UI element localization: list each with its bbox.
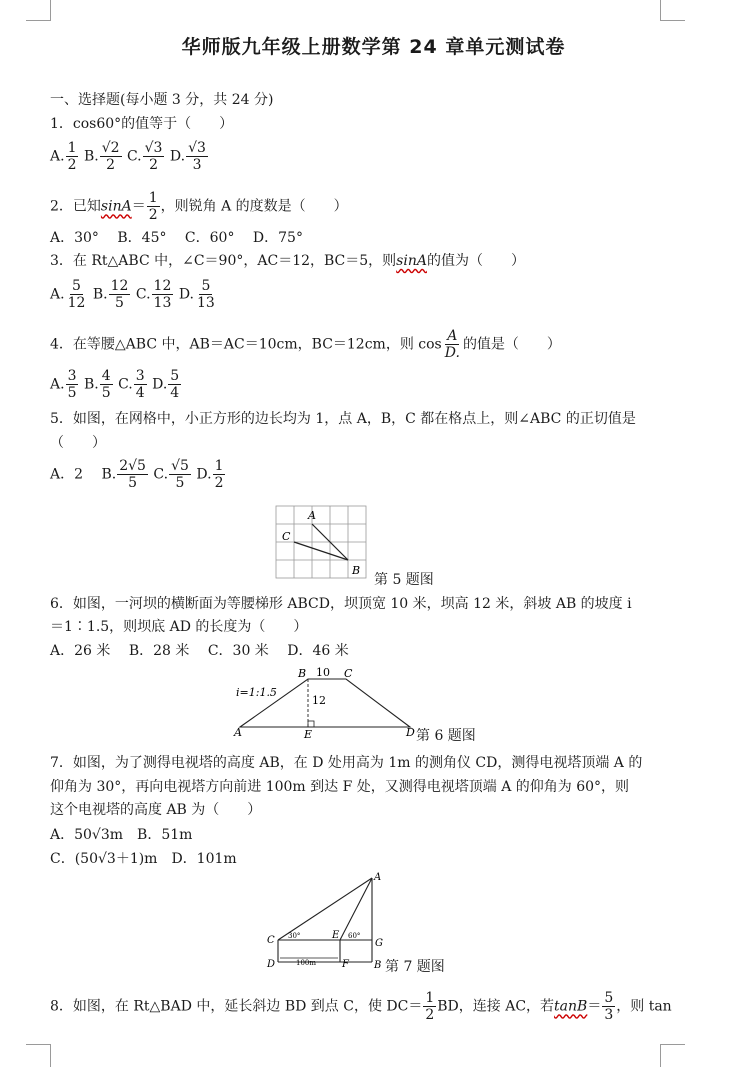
question-8-stem: 8．如图，在 Rt△BAD 中，延长斜边 BD 到点 C，使 DC＝ $\frac{1}{2}$ BD，连接 AC，若tanB＝ $\frac{5}{3}$ ，则 tan: [50, 990, 672, 1023]
fraction: $\frac{√3}{3}$: [188, 140, 206, 173]
fraction: $\frac{3}{4}$: [135, 368, 145, 401]
slope-label: i=1:1.5: [236, 686, 277, 699]
fraction: $\frac{4}{5}$: [101, 368, 111, 401]
question-5-stem-line1: 5．如图，在网格中，小正方形的边长均为 1，点 A，B，C 都在格点上，则∠ABC 的正切值是: [50, 411, 636, 427]
fraction: $\frac{2√5}{5}$: [119, 458, 146, 491]
question-1-stem: 1．cos60°的值等于（ ）: [50, 116, 234, 132]
fraction: $\frac{√5}{5}$: [171, 458, 189, 491]
point-d-label: D: [406, 726, 415, 739]
point-d-label: D: [267, 959, 276, 970]
question-6-stem-line2: ＝1∶1.5，则坝底 AD 的长度为（ ）: [50, 619, 308, 635]
top-width-label: 10: [316, 666, 330, 679]
point-c-label: C: [282, 530, 291, 543]
question-7-options-line1: A．50√3m B．51m: [50, 827, 193, 843]
figure-6-caption: 第 6 题图: [416, 728, 476, 744]
height-label: 12: [312, 694, 326, 707]
point-e-label: E: [332, 930, 340, 941]
fraction: $\frac{12}{5}$: [110, 278, 129, 311]
section-heading: 一、选择题(每小题 3 分，共 24 分): [50, 92, 274, 108]
question-7-stem-line1: 7．如图，为了测得电视塔的高度 AB，在 D 处用高为 1m 的测角仪 CD，测得电视塔顶端 A 的: [50, 755, 643, 771]
fraction: $\frac{A}{D.}$: [444, 328, 460, 361]
crop-mark-top-left: [26, 0, 51, 21]
fraction: $\frac{5}{12}$: [67, 278, 86, 311]
question-7-options-line2: C．(50√3＋1)m D．101m: [50, 851, 237, 867]
question-2-stem: 2．已知sinA＝ $\frac{1}{2}$ ，则锐角 A 的度数是（ ）: [50, 190, 348, 223]
point-a-label: A: [308, 509, 316, 522]
distance-label: 100m: [296, 959, 316, 967]
fraction: $\frac{5}{13}$: [197, 278, 215, 311]
question-5-stem-line2: （ ）: [50, 435, 106, 451]
question-3-stem: 3．在 Rt△ABC 中，∠C＝90°，AC＝12，BC＝5，则sinA的值为（ ）: [50, 253, 525, 269]
angle-30-label: 30°: [288, 932, 301, 940]
question-1-options: A. $\frac{1}{2}$ B. $\frac{√2}{2}$ C. $\frac{√3}{2}$ D. $\frac{√3}{3}$: [50, 140, 206, 173]
question-4-stem: 4．在等腰△ABC 中，AB＝AC＝10cm，BC＝12cm，则 cos $\frac{A}{D.}$ 的值是（ ）: [50, 328, 561, 361]
point-e-label: E: [304, 728, 313, 740]
point-b-label: B: [374, 960, 382, 971]
fraction: $\frac{5}{4}$: [170, 368, 180, 401]
crop-mark-bottom-right: [660, 1044, 685, 1067]
figure-6-dam: [228, 664, 423, 740]
fraction: $\frac{1}{2}$: [148, 190, 158, 223]
fraction: $\frac{1}{2}$: [67, 140, 77, 173]
fraction: $\frac{3}{5}$: [67, 368, 77, 401]
question-6-stem-line1: 6．如图，一河坝的横断面为等腰梯形 ABCD，坝顶宽 10 米，坝高 12 米，斜坡 AB 的坡度 i: [50, 596, 632, 612]
fraction: $\frac{5}{3}$: [604, 990, 614, 1023]
point-b-label: B: [352, 564, 361, 577]
figure-5-grid: [272, 504, 372, 582]
sightline-ca: [278, 878, 372, 940]
point-f-label: F: [342, 959, 349, 970]
fraction: $\frac{√3}{2}$: [144, 140, 163, 173]
point-a-label: A: [374, 872, 382, 883]
figure-7-caption: 第 7 题图: [385, 959, 445, 975]
question-2-options: A．30° B．45° C．60° D．75°: [50, 230, 303, 246]
point-b-label: B: [298, 667, 307, 680]
figure-5-caption: 第 5 题图: [374, 572, 434, 588]
point-c-label: C: [344, 667, 353, 680]
crop-mark-bottom-left: [26, 1044, 51, 1067]
segment-cb: [294, 542, 348, 560]
point-g-label: G: [375, 938, 383, 949]
crop-mark-top-right: [660, 0, 685, 21]
question-5-options: A．2 B. $\frac{2√5}{5}$ C. $\frac{√5}{5}$ D. $\frac{1}{2}$: [50, 458, 224, 491]
question-4-options: A. $\frac{3}{5}$ B. $\frac{4}{5}$ C. $\frac{3}{4}$ D. $\frac{5}{4}$: [50, 368, 180, 401]
question-7-stem-line2: 仰角为 30°，再向电视塔方向前进 100m 到达 F 处，又测得电视塔顶端 A 的仰角为 60°，则: [50, 779, 630, 795]
right-angle-mark: [308, 721, 314, 727]
angle-60-label: 60°: [348, 932, 361, 940]
question-3-options: A. $\frac{5}{12}$ B. $\frac{12}{5}$ C. $\frac{12}{13}$ D. $\frac{5}{13}$: [50, 278, 215, 311]
fraction: $\frac{12}{13}$: [153, 278, 172, 311]
point-c-label: C: [267, 935, 275, 946]
page-title: 华师版九年级上册数学第 24 章单元测试卷: [181, 36, 566, 58]
fraction: $\frac{1}{2}$: [214, 458, 224, 491]
question-7-stem-line3: 这个电视塔的高度 AB 为（ ）: [50, 802, 262, 818]
fraction: $\frac{√2}{2}$: [101, 140, 120, 173]
point-a-label: A: [234, 726, 242, 739]
fraction: $\frac{1}{2}$: [425, 990, 435, 1023]
sightline-ea: [340, 878, 372, 940]
figure-7-tower: [260, 868, 390, 974]
question-6-options: A．26 米 B．28 米 C．30 米 D．46 米: [50, 643, 349, 659]
